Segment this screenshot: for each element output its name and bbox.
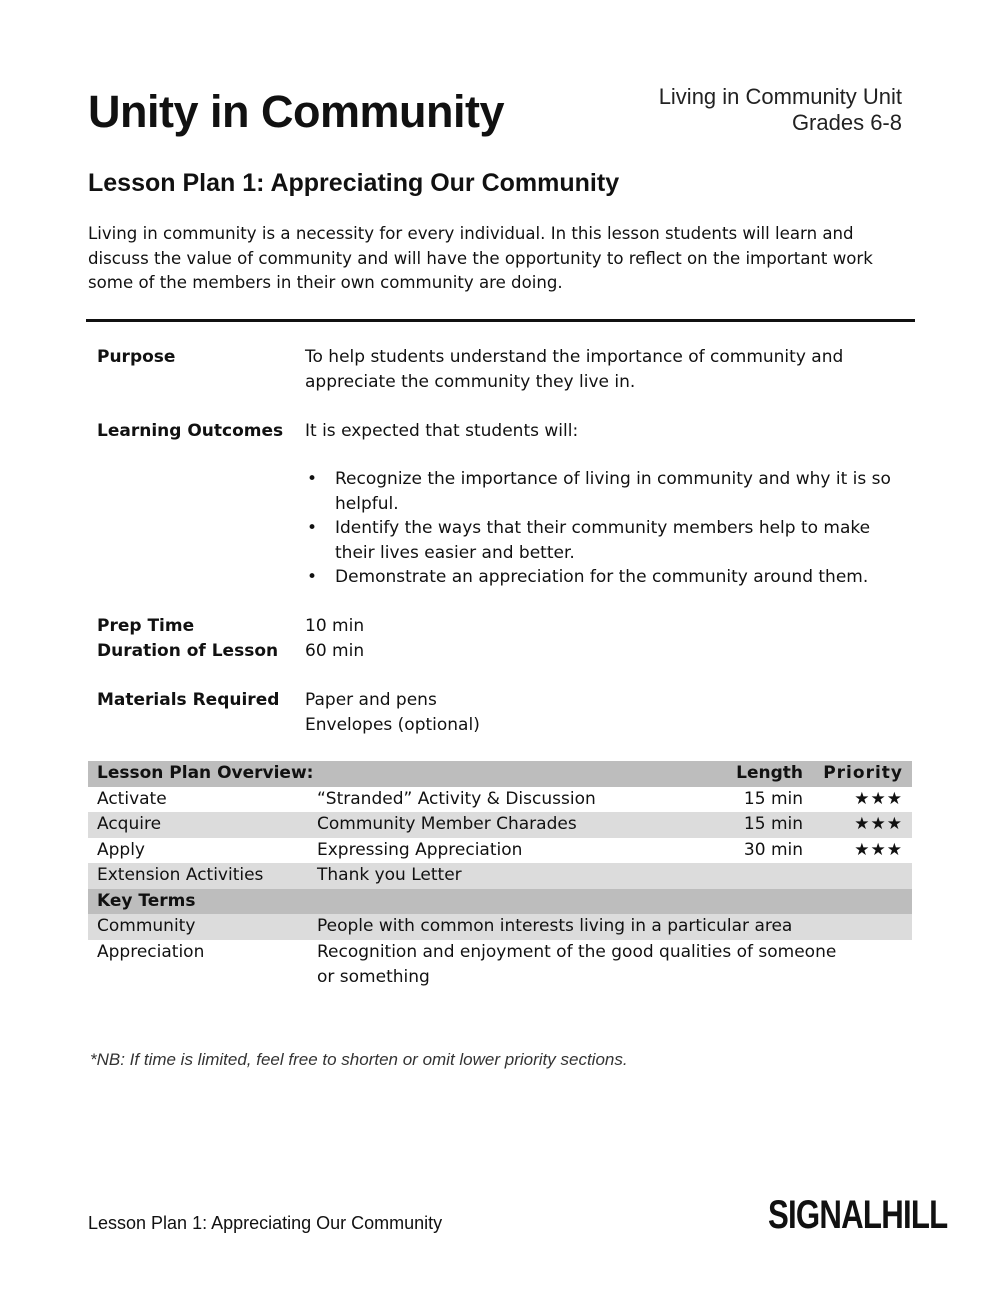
priority-stars: ★★★ [854,788,903,809]
key-terms-header-row [88,889,912,915]
activity-cell: Thank you Letter [317,865,462,885]
phase-cell: Acquire [97,814,162,834]
purpose-value [305,345,905,395]
phase-cell: Extension Activities [97,865,264,885]
priority-stars: ★★★ [854,839,903,860]
unit-name: Living in Community Unit [658,84,902,109]
priority-stars: ★★★ [854,814,903,834]
phase-cell: Activate [97,788,167,809]
brand-logo: SIGNALHILL [768,1193,948,1237]
length-header: Length [736,763,803,783]
table-row [88,812,912,838]
priority-header: Priority [823,763,903,783]
length-cell [714,863,812,889]
duration-value: 60 min [305,641,365,661]
purpose-line: To help students understand the importance of community and [305,347,844,367]
lesson-overview-table [88,761,912,990]
priority-stars [812,863,912,889]
intro-paragraph: Living in community is a necessity for every individual. In this lesson students will learn and discuss the value of community and will have the opportunity to reflect on the important work some of the members in their own community are doing. [88,224,873,292]
material-item: Envelopes (optional) [305,715,480,735]
overview-header-row [88,761,912,787]
materials-value [305,688,905,738]
grade-range: Grades 6-8 [791,110,902,135]
prep-time-label: Prep Time [97,616,195,636]
table-row [88,940,912,990]
outcome-item: • Demonstrate an appreciation for the community around them. [305,565,905,590]
table-row [88,787,912,813]
activity-cell: Community Member Charades [317,814,577,834]
outcomes-intro: It is expected that students will: [305,421,579,441]
lesson-title: Lesson Plan 1: Appreciating Our Community [88,169,620,197]
table-row [88,838,912,864]
priority-note: *NB: If time is limited, feel free to shorten or omit lower priority sections. [90,1050,628,1069]
definition-cell: People with common interests living in a particular area [317,916,793,936]
material-item: Paper and pens [305,690,437,710]
outcome-item: • Identify the ways that their community members help to make their lives easier and better. [305,516,905,565]
table-row [88,863,912,889]
footer-label: Lesson Plan 1: Appreciating Our Community [88,1213,443,1233]
key-terms-heading: Key Terms [97,890,196,911]
overview-heading: Lesson Plan Overview: [97,763,314,783]
purpose-label: Purpose [97,347,176,367]
length-cell: 15 min [743,788,803,809]
phase-cell: Apply [97,839,145,860]
definition-cell: Recognition and enjoyment of the good qualities of someone or something [317,941,837,987]
length-cell: 30 min [743,839,803,860]
table-row [88,914,912,940]
purpose-line: appreciate the community they live in. [305,372,636,392]
outcomes-label: Learning Outcomes [97,421,284,441]
activity-cell: “Stranded” Activity & Discussion [317,788,596,809]
materials-label: Materials Required [97,690,280,710]
unit-info [659,84,902,136]
term-cell: Appreciation [97,941,205,962]
term-cell: Community [97,916,196,936]
document-title: Unity in Community [88,86,504,137]
outcomes-list [305,467,905,590]
activity-cell: Expressing Appreciation [317,839,523,860]
prep-time-value: 10 min [305,616,365,636]
outcome-item: • Recognize the importance of living in community and why it is so helpful. [305,467,905,516]
length-cell: 15 min [743,814,803,834]
duration-label: Duration of Lesson [97,641,279,661]
divider [86,319,915,322]
